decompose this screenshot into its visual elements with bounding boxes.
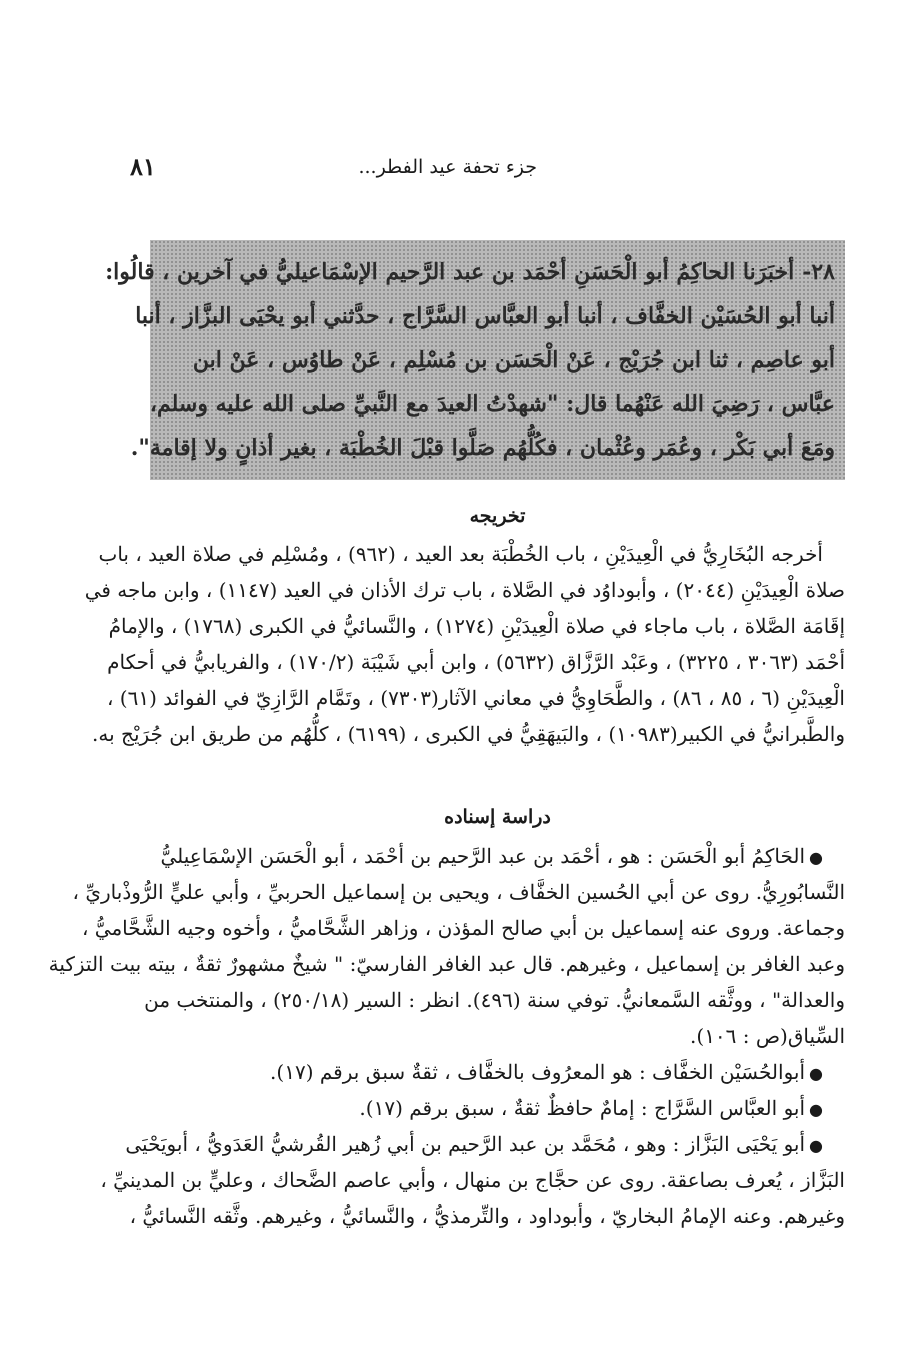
bullet-icon: ● — [809, 1100, 823, 1119]
text-line: النَّسابُورِيُّ. روى عن أبي الحُسين الخفَّاف ، ويحيى بن إسماعيل الحربيِّ ، وأبي عليٍّ الرُّوذْباريِّ ، — [72, 880, 845, 904]
hadith-line: أنبا أبو الحُسَيْن الخفَّاف ، أنبا أبو العبَّاس السَّرَّاج ، حدَّثني أبو يحْيَى البزَّاز ، أنبا — [135, 303, 835, 329]
hadith-line-text: أخبَرَنا الحاكِمُ أبو الْحَسَنِ أحْمَد بن عبد الرَّحيم الإسْمَاعيليُّ في آخرين ، قالُوا: — [105, 259, 795, 285]
hadith-box — [105, 240, 845, 480]
text-line — [150, 838, 845, 874]
text-line: وغيرهم. وعنه الإمامُ البخاريّ ، وأبوداود ، والتِّرمذيُّ ، والنَّسائيُّ ، وغيرهم. وثَّقه النَّسائيُّ ، — [129, 1204, 845, 1228]
text-line: والعدالة" ، ووثَّقه السَّمعانيُّ. توفي سنة (٤٩٦). انظر : السير (٢٥٠/١٨) ، والمنتخب من — [144, 988, 845, 1012]
text-line-content: أبوالحُسَيْن الخفَّاف : هو المعرُوف بالخفَّاف ، ثقةٌ سبق برقم (١٧). — [270, 1060, 806, 1084]
text-line: وعبد الغافر بن إسماعيل ، وغيرهم. قال عبد الغافر الفارسيّ: " شيخٌ مشهورٌ ثقةٌ ، بيته بيت التزكية — [48, 952, 845, 976]
bullet-icon: ● — [809, 1064, 823, 1083]
text-line: الْعِيدَيْنِ (٦ ، ٨٥ ، ٨٦) ، والطَّحَاوِيُّ في معاني الآثار(٧٣٠٣) ، وتَمَّام الرَّازِيّ في الفوائد (٦١) ، — [106, 686, 845, 710]
text-line: صلاة الْعِيدَيْنِ (٢٠٤٤) ، وأبوداوُد في الصَّلاة ، باب ترك الأذان في العيد (١١٤٧) ، وابن ماجه في — [84, 578, 845, 602]
text-line: إقَامَة الصَّلاة ، باب ماجاء في صلاة الْعِيدَيْنِ (١٢٧٤) ، والنَّسائيُّ في الكبرى (١٧٦٨) ، والإمامُ — [108, 614, 845, 638]
text-line-content: أبو يَحْيَى البَزَّاز : وهو ، مُحَمَّد بن عبد الرَّحيم بن أبي زُهير القُرشيُّ العَدَويُّ ، أبويَحْيَى — [125, 1132, 806, 1156]
text-line — [125, 1126, 845, 1162]
running-header — [130, 150, 737, 190]
bullet-icon: ● — [809, 1136, 823, 1155]
text-line: وجماعة. وروى عنه إسماعيل بن أبي صالح المؤذن ، وزاهر الشَّحَّاميُّ ، وأخوه وجيه الشَّحَّاميُّ ، — [81, 916, 845, 940]
isnad-heading: دراسة إسناده — [444, 806, 551, 828]
hadith-number: ٢٨- — [802, 259, 835, 285]
text-line-content: الحَاكِمُ أبو الْحَسَن : هو ، أحْمَد بن عبد الرَّحيم بن أحْمَد ، أبو الْحَسَن الإسْمَاعِيليُّ — [160, 844, 806, 868]
bullet-icon: ● — [809, 848, 823, 867]
text-line — [150, 1090, 845, 1126]
isnad-paragraph — [48, 838, 845, 1234]
text-line: والطَّبرانيُّ في الكبير(١٠٩٨٣) ، والبَيهَقِيُّ في الكبرى ، (٦١٩٩) ، كلُّهُم من طريق ابن جُرَيْج به. — [92, 722, 845, 746]
page-number: ٨١ — [130, 152, 156, 181]
text-line — [150, 1054, 845, 1090]
running-title: جزء تحفة عيد الفطر... — [358, 156, 537, 178]
text-line: السِّياق(ص : ١٠٦). — [690, 1024, 845, 1048]
text-line-content: أبو العبَّاس السَّرَّاج : إمامٌ حافظٌ ثقةٌ ، سبق برقم (١٧). — [359, 1096, 806, 1120]
text-line: البَزَّاز ، يُعرف بصاعقة. روى عن حجَّاج بن منهال ، وأبي عاصم الضَّحاك ، وعليٍّ بن المدينيِّ ، — [100, 1168, 845, 1192]
hadith-line: عبَّاس ، رَضِيَ الله عَنْهُما قال: "شهدْتُ العيدَ مع النَّبيِّ صلى الله عليه وسلم، — [149, 391, 835, 417]
hadith-line: ومَعَ أبي بَكْر ، وعُمَر وعُثْمان ، فكُلُّهُم صَلَّوا قبْلَ الخُطْبَة ، بغير أذانٍ ولا إقامة". — [130, 435, 835, 461]
hadith-line: أبو عاصِم ، ثنا ابن جُرَيْج ، عَنْ الْحَسَن بن مُسْلِم ، عَنْ طاوُس ، عَنْ ابن — [192, 347, 835, 373]
takhrij-heading: تخريجه — [469, 505, 526, 527]
takhrij-paragraph — [84, 536, 845, 752]
hadith-line — [105, 250, 835, 294]
text-line: أخرجه البُخَارِيُّ في الْعِيدَيْنِ ، باب الخُطْبَة بعد العيد ، (٩٦٢) ، ومُسْلِم في صلاة العيد ، باب — [98, 542, 823, 566]
text-line: أحْمَد (٣٠٦٣ ، ٣٢٢٥) ، وعَبْد الرَّزَّاق (٥٦٣٢) ، وابن أبي شَيْبَة (١٧٠/٢) ، والفريابيُّ في أحكام — [107, 650, 845, 674]
